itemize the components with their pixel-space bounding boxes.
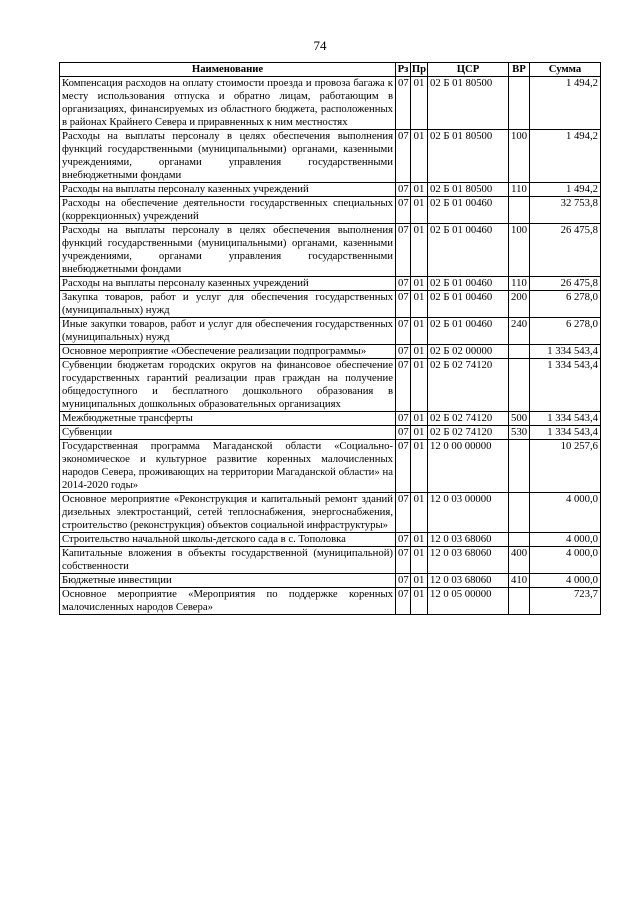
cell-vr: 110 xyxy=(509,183,530,197)
cell-vr xyxy=(509,588,530,615)
table-row xyxy=(60,77,601,130)
cell-pr: 01 xyxy=(411,440,428,493)
cell-sum: 1 334 543,4 xyxy=(530,412,601,426)
cell-rz: 07 xyxy=(396,533,411,547)
table-row xyxy=(60,197,601,224)
table-row xyxy=(60,412,601,426)
cell-pr: 01 xyxy=(411,547,428,574)
cell-csr: 12 0 03 68060 xyxy=(428,574,509,588)
cell-name: Расходы на выплаты персоналу в целях обеспечения выполнения функций государственными (муниципальными) органами, казенными учреждениями, органами управления государственными внебюджетными фондами xyxy=(60,130,396,183)
cell-csr: 12 0 00 00000 xyxy=(428,440,509,493)
table-row xyxy=(60,533,601,547)
budget-table xyxy=(59,62,601,615)
cell-vr: 200 xyxy=(509,291,530,318)
cell-rz: 07 xyxy=(396,440,411,493)
table-row xyxy=(60,277,601,291)
cell-rz: 07 xyxy=(396,574,411,588)
table-row xyxy=(60,224,601,277)
cell-vr xyxy=(509,77,530,130)
cell-pr: 01 xyxy=(411,426,428,440)
cell-rz: 07 xyxy=(396,345,411,359)
cell-csr: 02 Б 01 00460 xyxy=(428,291,509,318)
cell-csr: 02 Б 01 00460 xyxy=(428,197,509,224)
cell-pr: 01 xyxy=(411,130,428,183)
cell-csr: 12 0 03 68060 xyxy=(428,547,509,574)
cell-pr: 01 xyxy=(411,345,428,359)
cell-vr: 400 xyxy=(509,547,530,574)
table-row xyxy=(60,588,601,615)
cell-csr: 02 Б 01 80500 xyxy=(428,130,509,183)
cell-pr: 01 xyxy=(411,77,428,130)
cell-rz: 07 xyxy=(396,183,411,197)
cell-name: Расходы на выплаты персоналу казенных учреждений xyxy=(60,183,396,197)
cell-pr: 01 xyxy=(411,533,428,547)
cell-csr: 02 Б 01 00460 xyxy=(428,277,509,291)
cell-sum: 1 494,2 xyxy=(530,130,601,183)
cell-name: Расходы на выплаты персоналу казенных учреждений xyxy=(60,277,396,291)
cell-rz: 07 xyxy=(396,277,411,291)
cell-sum: 4 000,0 xyxy=(530,493,601,533)
header-pr: Пр xyxy=(411,63,427,75)
cell-pr: 01 xyxy=(411,318,428,345)
cell-csr: 02 Б 02 00000 xyxy=(428,345,509,359)
cell-rz: 07 xyxy=(396,224,411,277)
cell-rz: 07 xyxy=(396,588,411,615)
header-rz: Рз xyxy=(396,63,411,77)
cell-rz: 07 xyxy=(396,197,411,224)
cell-csr: 12 0 03 00000 xyxy=(428,493,509,533)
cell-csr: 12 0 05 00000 xyxy=(428,588,509,615)
cell-sum: 1 334 543,4 xyxy=(530,345,601,359)
cell-sum: 4 000,0 xyxy=(530,547,601,574)
cell-sum: 1 494,2 xyxy=(530,183,601,197)
cell-pr: 01 xyxy=(411,493,428,533)
cell-csr: 02 Б 01 80500 xyxy=(428,183,509,197)
table-row xyxy=(60,345,601,359)
cell-csr: 02 Б 01 00460 xyxy=(428,318,509,345)
cell-rz: 07 xyxy=(396,291,411,318)
table-row xyxy=(60,359,601,412)
table-row xyxy=(60,130,601,183)
table-row xyxy=(60,183,601,197)
cell-pr: 01 xyxy=(411,224,428,277)
header-vr: ВР xyxy=(509,63,530,77)
cell-name: Закупка товаров, работ и услуг для обеспечения государственных (муниципальных) нужд xyxy=(60,291,396,318)
cell-sum: 4 000,0 xyxy=(530,574,601,588)
header-sum: Сумма xyxy=(530,63,601,77)
cell-name: Государственная программа Магаданской области «Социально-экономическое и культурное развитие коренных малочисленных народов Севера, проживающих на территории Магаданской области» на 2014-2020 годы» xyxy=(60,440,396,493)
table-row xyxy=(60,493,601,533)
cell-vr: 100 xyxy=(509,224,530,277)
cell-vr: 500 xyxy=(509,412,530,426)
cell-pr: 01 xyxy=(411,574,428,588)
cell-name: Бюджетные инвестиции xyxy=(60,574,396,588)
cell-rz: 07 xyxy=(396,77,411,130)
cell-name: Основное мероприятие «Обеспечение реализации подпрограммы» xyxy=(60,345,396,359)
cell-vr: 240 xyxy=(509,318,530,345)
cell-pr: 01 xyxy=(411,588,428,615)
cell-rz: 07 xyxy=(396,426,411,440)
cell-vr: 410 xyxy=(509,574,530,588)
cell-csr: 02 Б 02 74120 xyxy=(428,426,509,440)
cell-name: Субвенции xyxy=(60,426,396,440)
cell-rz: 07 xyxy=(396,412,411,426)
cell-vr xyxy=(509,533,530,547)
cell-vr xyxy=(509,359,530,412)
cell-name: Расходы на обеспечение деятельности государственных специальных (коррекционных) учреждений xyxy=(60,197,396,224)
cell-csr: 02 Б 02 74120 xyxy=(428,412,509,426)
cell-rz: 07 xyxy=(396,493,411,533)
cell-vr xyxy=(509,493,530,533)
cell-vr: 530 xyxy=(509,426,530,440)
cell-vr: 100 xyxy=(509,130,530,183)
table-header-row xyxy=(60,63,601,77)
cell-rz: 07 xyxy=(396,547,411,574)
cell-sum: 1 334 543,4 xyxy=(530,359,601,412)
cell-name: Компенсация расходов на оплату стоимости проезда и провоза багажа к месту использования отпуска и обратно лицам, работающим в организациях, финансируемых из областного бюджета, расположенных в районах Крайнего Севера и приравненных к ним местностях xyxy=(60,77,396,130)
table-row xyxy=(60,426,601,440)
cell-name: Основное мероприятие «Мероприятия по поддержке коренных малочисленных народов Севера» xyxy=(60,588,396,615)
cell-rz: 07 xyxy=(396,359,411,412)
cell-pr: 01 xyxy=(411,412,428,426)
cell-pr: 01 xyxy=(411,277,428,291)
cell-pr: 01 xyxy=(411,183,428,197)
table-body xyxy=(60,77,601,615)
cell-name: Иные закупки товаров, работ и услуг для обеспечения государственных (муниципальных) нужд xyxy=(60,318,396,345)
cell-sum: 6 278,0 xyxy=(530,318,601,345)
cell-rz: 07 xyxy=(396,130,411,183)
cell-sum: 26 475,8 xyxy=(530,277,601,291)
cell-sum: 4 000,0 xyxy=(530,533,601,547)
table-row xyxy=(60,318,601,345)
cell-vr xyxy=(509,345,530,359)
page-number: 74 xyxy=(313,38,327,53)
cell-name: Межбюджетные трансферты xyxy=(60,412,396,426)
cell-name: Основное мероприятие «Реконструкция и капитальный ремонт зданий дизельных электростанций, сетей теплоснабжения, энергоснабжения, строительство (реконструкция) объектов социальной инфраструктуры» xyxy=(60,493,396,533)
cell-pr: 01 xyxy=(411,291,428,318)
cell-vr: 110 xyxy=(509,277,530,291)
cell-name: Капитальные вложения в объекты государственной (муниципальной) собственности xyxy=(60,547,396,574)
cell-sum: 1 334 543,4 xyxy=(530,426,601,440)
cell-pr: 01 xyxy=(411,197,428,224)
cell-sum: 26 475,8 xyxy=(530,224,601,277)
cell-csr: 02 Б 02 74120 xyxy=(428,359,509,412)
cell-csr: 02 Б 01 80500 xyxy=(428,77,509,130)
header-csr: ЦСР xyxy=(428,63,509,77)
cell-csr: 12 0 03 68060 xyxy=(428,533,509,547)
table-row xyxy=(60,547,601,574)
cell-sum: 723,7 xyxy=(530,588,601,615)
header-name: Наименование xyxy=(60,63,396,77)
cell-csr: 02 Б 01 00460 xyxy=(428,224,509,277)
table-row xyxy=(60,291,601,318)
cell-sum: 6 278,0 xyxy=(530,291,601,318)
cell-sum: 32 753,8 xyxy=(530,197,601,224)
table-row xyxy=(60,440,601,493)
cell-name: Субвенции бюджетам городских округов на финансовое обеспечение государственных гарантий реализации прав граждан на получение общедоступного и бесплатного дошкольного образования в муниципальных дошкольных образовательных организациях xyxy=(60,359,396,412)
cell-pr: 01 xyxy=(411,359,428,412)
cell-name: Расходы на выплаты персоналу в целях обеспечения выполнения функций государственными (муниципальными) органами, казенными учреждениями, органами управления государственными внебюджетными фондами xyxy=(60,224,396,277)
cell-sum: 10 257,6 xyxy=(530,440,601,493)
cell-vr xyxy=(509,440,530,493)
cell-rz: 07 xyxy=(396,318,411,345)
table-row xyxy=(60,574,601,588)
cell-name: Строительство начальной школы-детского сада в с. Тополовка xyxy=(60,533,396,547)
cell-sum: 1 494,2 xyxy=(530,77,601,130)
cell-vr xyxy=(509,197,530,224)
